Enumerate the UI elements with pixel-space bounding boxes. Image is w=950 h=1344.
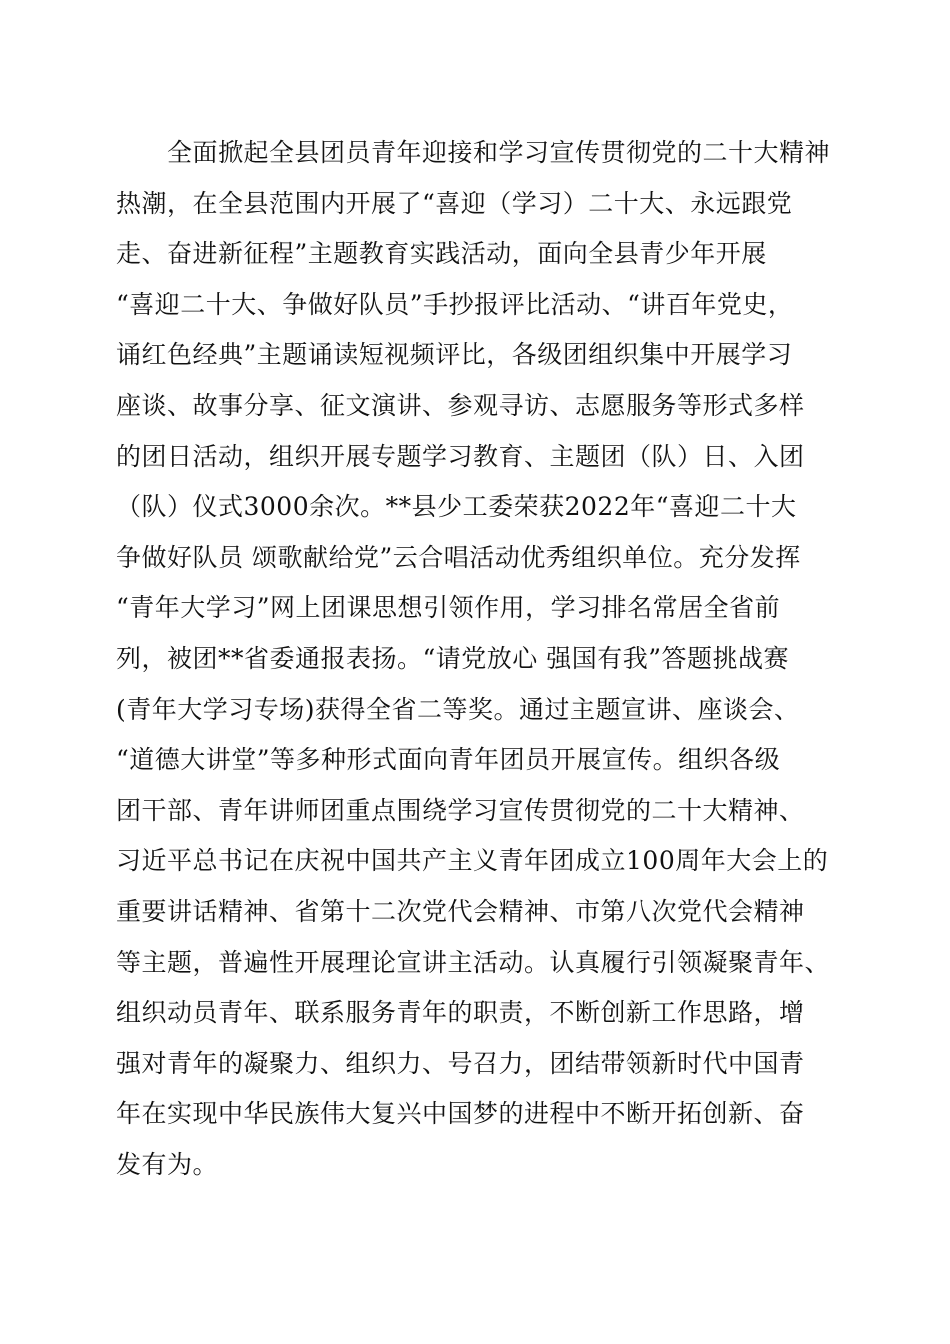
text-line: 习近平总书记在庆祝中国共产主义青年团成立100周年大会上的 (116, 846, 829, 876)
text-line: （队）仪式3000余次。**县少工委荣获2022年“喜迎二十大 (116, 492, 797, 522)
text-line: 强对青年的凝聚力、组织力、号召力，团结带领新时代中国青 (116, 1048, 805, 1078)
text-line: (青年大学习专场)获得全省二等奖。通过主题宣讲、座谈会、 (116, 694, 800, 724)
text-line: “喜迎二十大、争做好队员”手抄报评比活动、“讲百年党史， (116, 289, 794, 319)
text-line: 发有为。 (116, 1149, 219, 1179)
text-line: 等主题，普遍性开展理论宣讲主活动。认真履行引领凝聚青年、 (116, 947, 831, 977)
text-line: 组织动员青年、联系服务青年的职责，不断创新工作思路，增 (116, 998, 805, 1028)
text-line: 团干部、青年讲师团重点围绕学习宣传贯彻党的二十大精神、 (116, 795, 805, 825)
text-line: 走、奋进新征程”主题教育实践活动，面向全县青少年开展 (116, 239, 767, 269)
text-line: 列，被团**省委通报表扬。“请党放心 强国有我”答题挑战赛 (116, 643, 790, 673)
text-line: “青年大学习”网上团课思想引领作用，学习排名常居全省前 (116, 593, 781, 623)
text-line: 年在实现中华民族伟大复兴中国梦的进程中不断开拓创新、奋 (116, 1099, 805, 1129)
text-line: 重要讲话精神、省第十二次党代会精神、市第八次党代会精神 (116, 896, 805, 926)
body-paragraph (116, 128, 836, 1190)
text-line: “道德大讲堂”等多种形式面向青年团员开展宣传。组织各级 (116, 745, 781, 775)
text-line: 诵红色经典”主题诵读短视频评比，各级团组织集中开展学习 (116, 340, 793, 370)
text-line: 全面掀起全县团员青年迎接和学习宣传贯彻党的二十大精神 (116, 138, 831, 167)
text-line: 座谈、故事分享、征文演讲、参观寻访、志愿服务等形式多样 (116, 390, 805, 420)
text-line: 的团日活动，组织开展专题学习教育、主题团（队）日、入团 (116, 441, 805, 471)
text-line: 争做好队员 颂歌献给党”云合唱活动优秀组织单位。充分发挥 (116, 542, 801, 572)
text-line: 热潮，在全县范围内开展了“喜迎（学习）二十大、永远跟党 (116, 188, 793, 218)
